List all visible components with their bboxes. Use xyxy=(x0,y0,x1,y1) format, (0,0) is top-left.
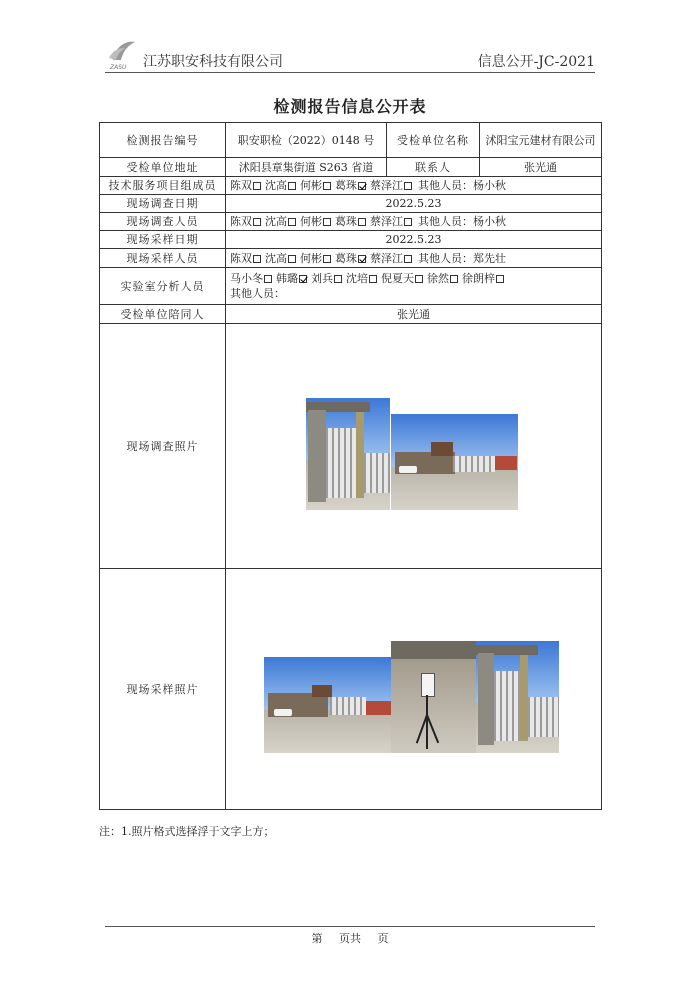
row-report-no xyxy=(100,123,602,158)
survey-date-label: 现场调查日期 xyxy=(100,195,226,213)
contact-label: 联系人 xyxy=(387,158,480,177)
samplers-label: 现场采样人员 xyxy=(100,249,226,268)
other-members: 其他人员： xyxy=(230,287,285,300)
row-sampling-date xyxy=(100,231,602,249)
checkbox-icon xyxy=(404,218,412,226)
member: 倪夏天 xyxy=(381,272,414,285)
checkbox-icon xyxy=(404,182,412,190)
member: 韩璐 xyxy=(276,272,298,285)
sampling-photo-instrument xyxy=(391,641,476,753)
member: 徐朗梓 xyxy=(462,272,495,285)
survey-photos-label: 现场调查照片 xyxy=(100,324,226,569)
survey-photo-site xyxy=(391,414,518,510)
footer-divider xyxy=(105,926,595,927)
row-team xyxy=(100,177,602,195)
member: 陈双 xyxy=(230,215,252,228)
page-prefix: 第 xyxy=(311,932,323,945)
survey-photo-gate xyxy=(306,398,390,510)
row-address xyxy=(100,158,602,177)
surveyors-members xyxy=(226,213,602,231)
checkbox-icon xyxy=(323,182,331,190)
member: 沈高 xyxy=(265,251,287,265)
checkbox-icon xyxy=(496,275,504,283)
other-members: 其他人员：杨小秋 xyxy=(418,179,506,192)
member: 马小冬 xyxy=(230,272,263,285)
address-value: 沭阳县章集街道 S263 省道 xyxy=(226,158,387,177)
sampling-date-value: 2022.5.23 xyxy=(226,231,602,249)
team-members xyxy=(226,177,602,195)
address-label: 受检单位地址 xyxy=(100,158,226,177)
lab-label: 实验室分析人员 xyxy=(100,268,226,305)
sampling-photo-site xyxy=(264,657,391,753)
member: 沈高 xyxy=(265,215,287,228)
svg-text:ZASU: ZASU xyxy=(110,64,127,71)
company-logo-icon xyxy=(105,36,141,72)
escort-value: 张光通 xyxy=(226,305,602,324)
sampling-date-label: 现场采样日期 xyxy=(100,231,226,249)
page-mid: 页共 xyxy=(339,932,361,945)
checkbox-icon xyxy=(450,275,458,283)
row-samplers xyxy=(100,249,602,268)
member: 蔡泽江 xyxy=(370,251,403,265)
sampling-photo-gate xyxy=(476,641,559,753)
checkbox-icon xyxy=(369,275,377,283)
survey-date-value: 2022.5.23 xyxy=(226,195,602,213)
page-title: 检测报告信息公开表 xyxy=(273,97,427,116)
checkbox-icon xyxy=(264,275,272,283)
surveyors-label: 现场调查人员 xyxy=(100,213,226,231)
member: 何彬 xyxy=(300,179,322,192)
row-survey-date xyxy=(100,195,602,213)
checkbox-icon xyxy=(323,218,331,226)
member: 葛珠 xyxy=(335,179,357,192)
checkbox-icon xyxy=(288,218,296,226)
row-surveyors xyxy=(100,213,602,231)
member: 葛珠 xyxy=(335,251,357,265)
checkbox-icon xyxy=(358,218,366,226)
checkbox-icon xyxy=(404,255,412,263)
member: 何彬 xyxy=(300,251,322,265)
checkbox-icon xyxy=(253,218,261,226)
member: 陈双 xyxy=(230,179,252,192)
member: 葛珠 xyxy=(335,215,357,228)
other-members: 其他人员：杨小秋 xyxy=(418,215,506,228)
checkbox-icon xyxy=(288,182,296,190)
checkbox-icon xyxy=(288,255,296,263)
company-name: 江苏职安科技有限公司 xyxy=(143,54,283,70)
checkbox-icon xyxy=(334,275,342,283)
other-members: 其他人员：郑先壮 xyxy=(418,251,506,265)
page-footer xyxy=(0,930,700,946)
checkbox-icon xyxy=(323,255,331,263)
footnote: 注：1.照片格式选择浮于文字上方； xyxy=(99,825,275,838)
client-value: 沭阳宝元建材有限公司 xyxy=(480,123,602,158)
member: 刘兵 xyxy=(311,272,333,285)
member: 徐然 xyxy=(427,272,449,285)
checkbox-icon xyxy=(415,275,423,283)
team-label: 技术服务项目组成员 xyxy=(100,177,226,195)
checkbox-icon xyxy=(253,182,261,190)
member: 蔡泽江 xyxy=(370,215,403,228)
member: 蔡泽江 xyxy=(370,179,403,192)
checked-checkbox-icon xyxy=(358,255,366,263)
member: 沈培 xyxy=(346,272,368,285)
client-label: 受检单位名称 xyxy=(387,123,480,158)
member: 陈双 xyxy=(230,251,252,265)
member: 沈高 xyxy=(265,179,287,192)
report-no-value: 职安职检（2022）0148 号 xyxy=(226,123,387,158)
checkbox-icon xyxy=(253,255,261,263)
sampling-photos-label: 现场采样照片 xyxy=(100,569,226,810)
row-lab xyxy=(100,268,602,305)
escort-label: 受检单位陪同人 xyxy=(100,305,226,324)
page-header xyxy=(105,36,595,73)
row-escort xyxy=(100,305,602,324)
page-suffix: 页 xyxy=(377,932,389,945)
checked-checkbox-icon xyxy=(358,182,366,190)
checked-checkbox-icon xyxy=(299,275,307,283)
document-code: 信息公开-JC-2021 xyxy=(477,54,595,70)
report-no-label: 检测报告编号 xyxy=(100,123,226,158)
contact-value: 张光通 xyxy=(480,158,602,177)
samplers-members xyxy=(226,249,602,268)
member: 何彬 xyxy=(300,215,322,228)
lab-members xyxy=(226,268,602,305)
